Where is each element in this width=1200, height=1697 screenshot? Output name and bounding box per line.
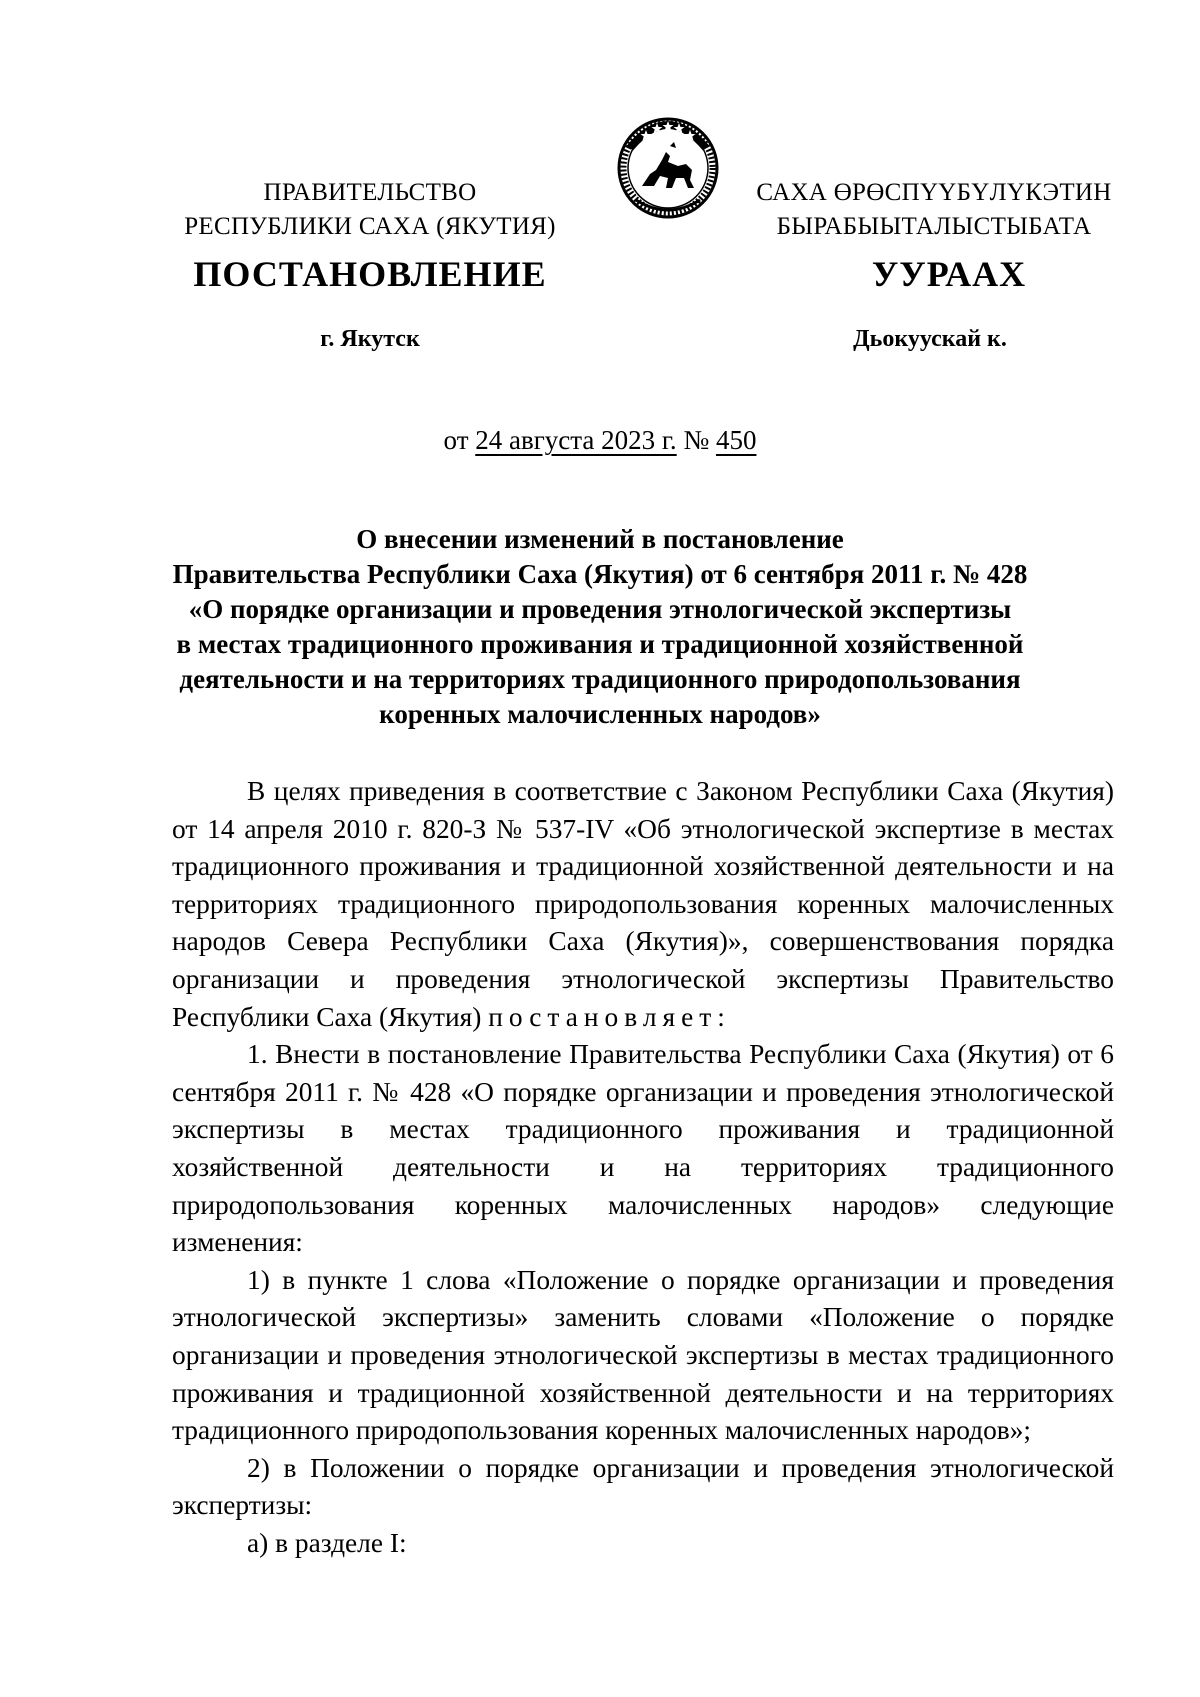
city-ru: г. Якутск [320,326,420,352]
document-number: 450 [715,425,757,455]
document-body [172,773,1114,1562]
title-line: «О порядке организации и проведения этнологической экспертизы [188,594,1012,624]
city-sakha: Дьокуускай к. [853,326,1007,352]
title-line: Правительства Республики Саха (Якутия) от 6 сентября 2011 г. № 428 [172,559,1028,589]
title-line: О внесении изменений в постановление [356,524,844,554]
subclause-2: 2) в Положении о порядке организации и проведения этнологической экспертизы: [172,1452,1114,1521]
issuer-left-line1: ПРАВИТЕЛЬСТВО [263,179,477,206]
subclause-1: 1) в пункте 1 слова «Положение о порядке организации и проведения этнологической экспертизы» заменить словами «Положение о порядке организации и проведения этнологической экспертизы в местах традиционного проживания и традиционной хозяйственной деятельности и на территориях традиционного природопользования коренных малочисленных народов»; [172,1264,1114,1446]
issuer-right-line2: БЫРАБЫЫТАЛЫСТЫБАТА [776,213,1092,240]
title-line: коренных малочисленных народов» [379,699,821,729]
number-sign: № [683,425,710,455]
preamble-paragraph [172,773,1114,1036]
issuer-left-line2: РЕСПУБЛИКИ САХА (ЯКУТИЯ) [184,213,556,240]
title-line: в местах традиционного проживания и традиционной хозяйственной [176,629,1024,659]
date-prefix: от [443,425,469,455]
issuer-right-line1: САХА ӨРӨСПҮҮБҮЛҮКЭТИН [756,179,1112,206]
subclause-2a: а) в разделе I: [247,1527,407,1558]
coat-of-arms-icon [610,108,726,224]
doc-type-title-ru: ПОСТАНОВЛЕНИЕ [193,254,547,294]
issuer-left [150,176,590,244]
clause-1: 1. Внести в постановление Правительства Республики Саха (Якутия) от 6 сентября 2011 г. № 428 «О порядке организации и проведения этнологической экспертизы в местах традиционного проживания и традиционной хозяйственной деятельности и на территориях традиционного природопользования коренных малочисленных народов» следующие изменения: [172,1039,1114,1258]
resolves-word: постановляет: [488,1001,731,1032]
doc-type-title-sakha: УУРААХ [871,254,1027,294]
issuer-right [714,176,1154,244]
document-title [140,522,1060,732]
preamble-text: В целях приведения в соответствие с Законом Республики Саха (Якутия) от 14 апреля 2010 г. 820-З № 537-IV «Об этнологической экспертизе в местах традиционного проживания и традиционной хозяйственной деятельности и на территориях традиционного природопользования коренных малочисленных народов Севера Республики Саха (Якутия)», совершенствования порядка организации и проведения этнологической экспертизы Правительство Республики Саха (Якутия) [172,776,1114,1032]
document-date: 24 августа 2023 г. [475,425,677,455]
title-line: деятельности и на территориях традиционного природопользования [179,664,1021,694]
date-number-line [0,425,1200,456]
